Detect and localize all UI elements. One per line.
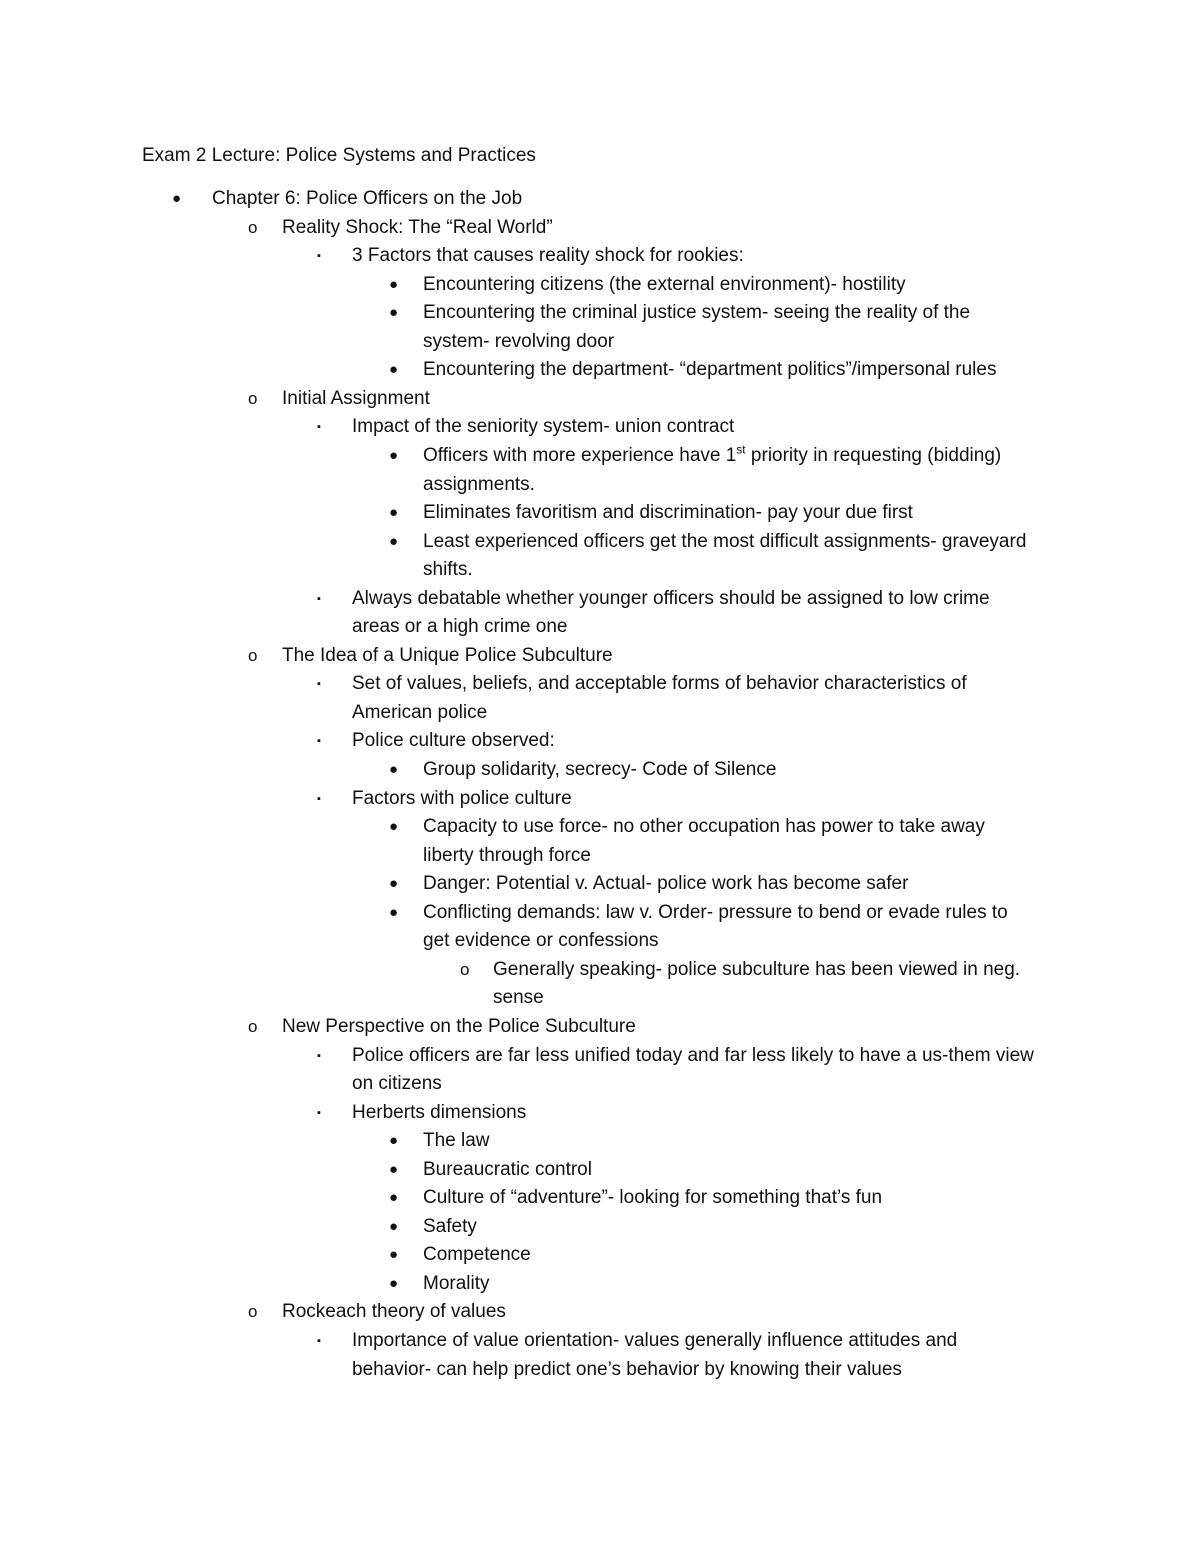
bullet-square-icon: ▪: [317, 250, 321, 262]
bullet-circle-icon: o: [248, 646, 258, 665]
outline-item-text: Competence: [423, 1244, 531, 1265]
outline-item-level-3: [352, 670, 967, 698]
outline-item-level-3: [352, 585, 990, 613]
outline-item-level-4: [423, 813, 985, 841]
outline-item-level-4: [423, 870, 908, 898]
outline-item-text: Importance of value orientation- values generally influence attitudes and: [352, 1330, 958, 1351]
outline-item-level-4: [423, 756, 776, 784]
outline-item-text: 3 Factors that causes reality shock for rookies:: [352, 245, 744, 266]
outline-item-level-4: [423, 356, 996, 384]
outline-item-level-1: [212, 185, 522, 213]
outline-item-text: Set of values, beliefs, and acceptable forms of behavior characteristics of: [352, 673, 967, 694]
outline-item-level-4: [423, 328, 614, 356]
outline-item-text: Eliminates favoritism and discrimination- pay your due first: [423, 502, 913, 523]
bullet-square-icon: ▪: [317, 678, 321, 690]
bullet-dot-icon: ●: [389, 904, 399, 921]
outline-item-text: Culture of “adventure”- looking for something that’s fun: [423, 1187, 883, 1208]
outline-item-level-2: [282, 214, 553, 242]
bullet-dot-icon: ●: [389, 1161, 399, 1178]
outline-item-level-3: [352, 785, 572, 813]
bullet-dot-icon: ●: [172, 190, 182, 207]
bullet-circle-icon: o: [248, 218, 258, 237]
bullet-circle-icon: o: [248, 389, 258, 408]
outline-item-text: Rockeach theory of values: [282, 1301, 506, 1322]
outline-item-text: assignments.: [423, 474, 535, 495]
outline-item-level-4: [423, 1184, 882, 1212]
outline-item-level-4: [423, 499, 913, 527]
outline-item-text: Herberts dimensions: [352, 1102, 527, 1123]
bullet-dot-icon: ●: [389, 1246, 399, 1263]
outline-item-text: Chapter 6: Police Officers on the Job: [212, 188, 523, 209]
bullet-square-icon: ▪: [317, 735, 321, 747]
outline-item-text: Officers with more experience have 1: [423, 445, 737, 466]
bullet-circle-icon: o: [248, 1017, 258, 1036]
outline-item-level-4: [423, 442, 1001, 470]
bullet-square-icon: ▪: [317, 1107, 321, 1119]
outline-item-text: Factors with police culture: [352, 788, 572, 809]
outline-item-level-3: [352, 242, 744, 270]
outline-item-level-4: [423, 899, 1008, 927]
outline-item-text: Generally speaking- police subculture has been viewed in neg.: [493, 959, 1021, 980]
outline-item-text: Bureaucratic control: [423, 1159, 592, 1180]
superscript-text: st: [736, 442, 746, 457]
bullet-dot-icon: ●: [389, 875, 399, 892]
bullet-dot-icon: ●: [389, 761, 399, 778]
bullet-dot-icon: ●: [389, 447, 399, 464]
outline-item-text: Capacity to use force- no other occupation has power to take away: [423, 816, 985, 837]
outline-item-text: The Idea of a Unique Police Subculture: [282, 645, 613, 666]
outline-item-text: shifts.: [423, 559, 473, 580]
outline-item-text: Encountering the department- “department politics”/impersonal rules: [423, 359, 997, 380]
outline-item-text: sense: [493, 987, 544, 1008]
outline-item-level-2: [282, 385, 430, 413]
outline-item-level-2: [282, 642, 613, 670]
bullet-square-icon: ▪: [317, 1335, 321, 1347]
outline-item-level-3: [352, 413, 734, 441]
outline-item-text: system- revolving door: [423, 331, 615, 352]
bullet-square-icon: ▪: [317, 793, 321, 805]
outline-item-text-continued: priority in requesting (bidding): [745, 445, 1002, 466]
outline-item-text: Encountering the criminal justice system- seeing the reality of the: [423, 302, 971, 323]
bullet-dot-icon: ●: [389, 276, 399, 293]
outline-item-text: New Perspective on the Police Subculture: [282, 1016, 636, 1037]
outline-item-level-4: [423, 842, 591, 870]
outline-item-text: Least experienced officers get the most difficult assignments- graveyard: [423, 531, 1027, 552]
document-title: Exam 2 Lecture: Police Systems and Practices: [142, 145, 536, 166]
outline-item-text: Safety: [423, 1216, 477, 1237]
bullet-dot-icon: ●: [389, 1189, 399, 1206]
outline-item-text: on citizens: [352, 1073, 442, 1094]
outline-item-text: Encountering citizens (the external environment)- hostility: [423, 274, 906, 295]
outline-item-level-4: [423, 528, 1026, 556]
outline-item-text: Police officers are far less unified today and far less likely to have a us-them view: [352, 1045, 1034, 1066]
outline-item-level-4: [423, 299, 970, 327]
bullet-dot-icon: ●: [389, 818, 399, 835]
outline-item-text: areas or a high crime one: [352, 616, 568, 637]
bullet-dot-icon: ●: [389, 1132, 399, 1149]
outline-item-level-4: [423, 1241, 531, 1269]
outline-item-level-2: [282, 1298, 506, 1326]
outline-item-text: Always debatable whether younger officers should be assigned to low crime: [352, 588, 990, 609]
outline-item-level-3: [352, 1099, 526, 1127]
outline-item-text: liberty through force: [423, 845, 591, 866]
outline-item-text: Group solidarity, secrecy- Code of Silence: [423, 759, 777, 780]
outline-item-level-5: [493, 956, 1020, 984]
outline-item-level-3: [352, 1042, 1034, 1070]
outline-item-text: Conflicting demands: law v. Order- pressure to bend or evade rules to: [423, 902, 1008, 923]
outline-item-level-4: [423, 1270, 490, 1298]
bullet-circle-icon: o: [248, 1302, 258, 1321]
outline-item-text: behavior- can help predict one’s behavior by knowing their values: [352, 1359, 902, 1380]
bullet-dot-icon: ●: [389, 304, 399, 321]
outline-item-text: Morality: [423, 1273, 490, 1294]
outline-item-level-4: [423, 1156, 592, 1184]
bullet-square-icon: ▪: [317, 421, 321, 433]
outline-item-text: Initial Assignment: [282, 388, 430, 409]
outline-item-text: Reality Shock: The “Real World”: [282, 217, 553, 238]
outline-item-level-4: [423, 927, 659, 955]
outline-item-level-3: [352, 613, 567, 641]
bullet-dot-icon: ●: [389, 504, 399, 521]
outline-item-text: Impact of the seniority system- union contract: [352, 416, 735, 437]
outline-item-text: get evidence or confessions: [423, 930, 659, 951]
outline-item-level-3: [352, 699, 487, 727]
outline-item-text: American police: [352, 702, 488, 723]
bullet-dot-icon: ●: [389, 1218, 399, 1235]
outline-item-level-4: [423, 556, 473, 584]
outline-item-level-4: [423, 271, 906, 299]
outline-item-text: The law: [423, 1130, 490, 1151]
outline-item-level-4: [423, 471, 535, 499]
outline-item-level-5: [493, 984, 544, 1012]
bullet-dot-icon: ●: [389, 361, 399, 378]
outline-item-level-3: [352, 727, 555, 755]
outline-item-level-3: [352, 1070, 442, 1098]
outline-item-level-3: [352, 1327, 957, 1355]
bullet-dot-icon: ●: [389, 1275, 399, 1292]
outline-item-text: Police culture observed:: [352, 730, 555, 751]
bullet-square-icon: ▪: [317, 593, 321, 605]
outline-item-level-3: [352, 1356, 902, 1384]
outline-item-level-2: [282, 1013, 636, 1041]
bullet-square-icon: ▪: [317, 1050, 321, 1062]
bullet-circle-icon: o: [460, 960, 470, 979]
outline-item-level-4: [423, 1213, 477, 1241]
bullet-dot-icon: ●: [389, 533, 399, 550]
outline-item-text: Danger: Potential v. Actual- police work has become safer: [423, 873, 909, 894]
outline-item-level-4: [423, 1127, 490, 1155]
